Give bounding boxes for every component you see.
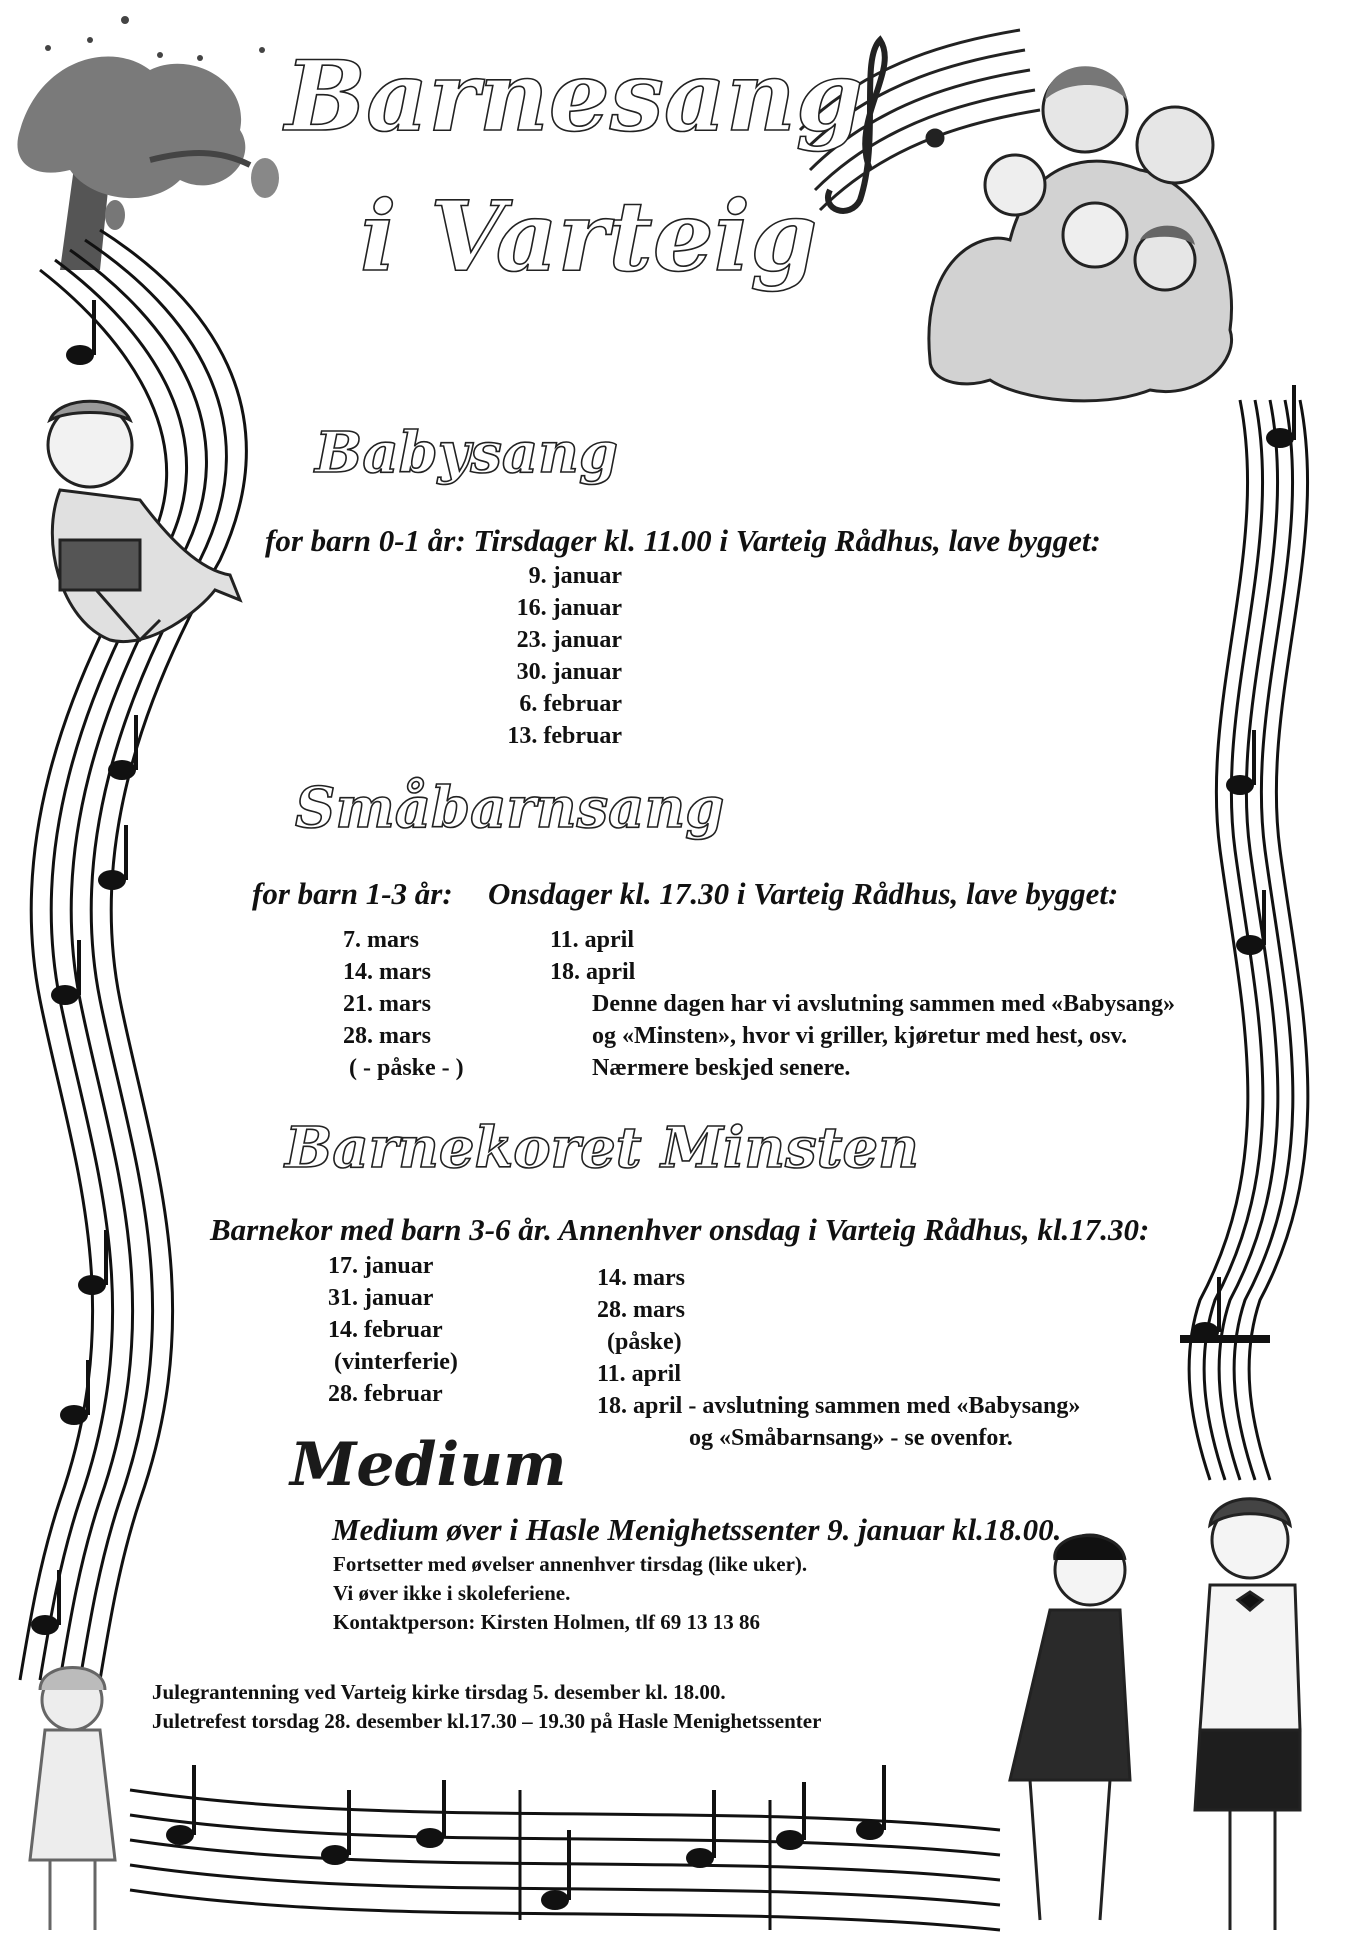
list-item: og «Småbarnsang» - se ovenfor. (689, 1425, 1013, 1451)
list-item: (påske) (607, 1329, 682, 1355)
list-item: 13. februar (507, 723, 622, 749)
babysang-dates (490, 560, 622, 752)
page-subtitle: i Varteig (360, 180, 818, 293)
list-item: 16. januar (516, 595, 622, 621)
list-item: 11. april (550, 927, 635, 953)
baby-icon (48, 401, 240, 641)
babysang-subtitle: for barn 0-1 år: Tirsdager kl. 11.00 i Varteig Rådhus, lave bygget: (265, 523, 1101, 558)
girl-icon (30, 1668, 115, 1931)
list-item: 14. mars (597, 1265, 685, 1291)
smabarnsang-subtitle-left: for barn 1-3 år: (252, 876, 453, 911)
smabarnsang-subtitle-right: Onsdager kl. 17.30 i Varteig Rådhus, lave bygget: (488, 876, 1119, 911)
medium-subtitle: Medium øver i Hasle Menighetssenter 9. januar kl.18.00. (332, 1512, 1062, 1547)
minsten-dates-right (597, 1262, 1080, 1454)
minsten-heading: Barnekoret Minsten (285, 1115, 919, 1181)
list-item: 18. april (550, 959, 636, 985)
list-item: 7. mars (343, 927, 419, 953)
list-item: 14. mars (343, 959, 431, 985)
smabarnsang-note: Denne dagen har vi avslutning sammen med «Babysang» og «Minsten», hvor vi griller, kjøretur med hest, osv. Nærmere beskjed senere. (592, 991, 1175, 1081)
list-item: 31. januar (328, 1285, 434, 1311)
list-item: Vi øver ikke i skoleferiene. (333, 1581, 571, 1605)
list-item: 21. mars (343, 991, 431, 1017)
list-item: 28. mars (597, 1297, 685, 1323)
list-item: 6. februar (519, 691, 622, 717)
list-item: 14. februar (328, 1317, 443, 1343)
smabarnsang-dates-left (343, 924, 464, 1084)
smabarnsang-dates-right (550, 924, 635, 988)
list-item: 17. januar (328, 1253, 434, 1279)
boy-icon (1010, 1499, 1300, 1930)
list-item: 28. mars (343, 1023, 431, 1049)
medium-details (333, 1550, 807, 1637)
list-item: 9. januar (528, 563, 622, 589)
list-item: 18. april - avslutning sammen med «Babysang» (597, 1393, 1081, 1419)
smabarnsang-heading: Småbarnsang (295, 775, 725, 841)
list-item: Fortsetter med øvelser annenhver tirsdag (like uker). (333, 1552, 808, 1576)
list-item: Juletrefest torsdag 28. desember kl.17.30 – 19.30 på Hasle Menighetssenter (152, 1709, 822, 1733)
babysang-heading: Babysang (315, 420, 618, 486)
list-item: ( - påske - ) (349, 1055, 464, 1081)
minsten-dates-left (328, 1250, 458, 1410)
page-title: Barnesang (285, 40, 863, 153)
list-item: 11. april (597, 1361, 682, 1387)
list-item: 28. februar (328, 1381, 443, 1407)
children-choir-icon (929, 66, 1232, 401)
minsten-subtitle: Barnekor med barn 3-6 år. Annenhver onsdag i Varteig Rådhus, kl.17.30: (210, 1212, 1150, 1247)
footer-notes (152, 1678, 821, 1736)
list-item: Kontaktperson: Kirsten Holmen, tlf 69 13 13 86 (333, 1610, 760, 1634)
list-item: 23. januar (516, 627, 622, 653)
music-staff-icon (130, 1790, 1000, 1930)
tree-icon (17, 16, 279, 270)
list-item: 30. januar (516, 659, 622, 685)
list-item: Julegrantenning ved Varteig kirke tirsdag 5. desember kl. 18.00. (152, 1680, 726, 1704)
medium-heading: Medium (290, 1430, 567, 1500)
list-item: (vinterferie) (334, 1349, 458, 1375)
